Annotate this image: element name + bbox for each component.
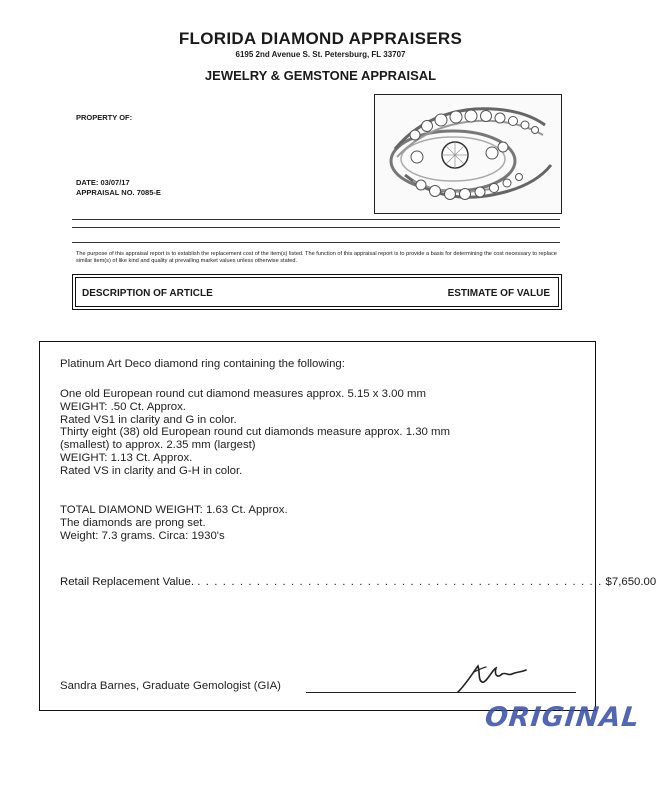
original-stamp: ORIGINAL xyxy=(483,702,642,733)
signature-line xyxy=(306,692,576,693)
signature-icon xyxy=(452,656,532,696)
detail-line: WEIGHT: 1.13 Ct. Approx. xyxy=(60,451,193,464)
summary-line: The diamonds are prong set. xyxy=(60,516,206,529)
detail-line: Rated VS1 in clarity and G in color. xyxy=(60,413,237,426)
appraisal-number-label: APPRAISAL NO. xyxy=(76,188,135,197)
purpose-statement: The purpose of this appraisal report is to establish the replacement cost of the item(s) listed. The function of this appraisal report is to provide a basis for determining the cost necessary to replace similar item(s) of like kind and quality at prevailing market values unless otherwise stated. xyxy=(76,251,557,265)
description-intro: Platinum Art Deco diamond ring containing the following: xyxy=(60,358,345,370)
detail-line: One old European round cut diamond measures approx. 5.15 x 3.00 mm xyxy=(60,388,426,400)
detail-line: Thirty eight (38) old European round cut diamonds measure approx. 1.30 mm xyxy=(60,426,451,439)
description-header-inner xyxy=(75,277,559,307)
description-header: DESCRIPTION OF ARTICLE xyxy=(82,288,213,299)
company-name: FLORIDA DIAMOND APPRAISERS xyxy=(178,29,463,48)
summary-line: TOTAL DIAMOND WEIGHT: 1.63 Ct. Approx. xyxy=(60,504,288,516)
rule-3 xyxy=(72,242,560,243)
retail-value-amount: $7,650.00 xyxy=(605,576,656,588)
rule-2 xyxy=(72,227,560,228)
detail-line: (smallest) to approx. 2.35 mm (largest) xyxy=(60,439,256,452)
description-box xyxy=(39,341,656,711)
estimate-header: ESTIMATE OF VALUE xyxy=(447,288,550,299)
diamond-ring-photo xyxy=(374,94,562,214)
retail-value-leader: . . . . . . . . . . . . . . . . . . . . . . . . . . . . . . . . . . . . . . . . . . . . . . . . xyxy=(197,576,603,588)
detail-line: WEIGHT: .50 Ct. Approx. xyxy=(60,400,186,413)
appraisal-number-value: 7085-E xyxy=(136,188,161,197)
summary-details xyxy=(60,504,288,542)
diamond-ring-photo-icon xyxy=(375,95,561,213)
date-label: DATE: xyxy=(76,178,99,187)
rule-1 xyxy=(72,219,560,220)
date-row xyxy=(76,178,130,187)
retail-value-label: Retail Replacement Value. xyxy=(60,576,195,588)
description-header-box xyxy=(72,274,562,310)
appraisal-number-row xyxy=(76,188,161,197)
document-title: JEWELRY & GEMSTONE APPRAISAL xyxy=(204,68,437,83)
appraiser-name: Sandra Barnes, Graduate Gemologist (GIA) xyxy=(60,680,281,692)
detail-line: Rated VS in clarity and G-H in color. xyxy=(60,464,243,477)
company-address: 6195 2nd Avenue S. St. Petersburg, FL 33707 xyxy=(235,50,406,59)
date-value: 03/07/17 xyxy=(100,178,130,187)
retail-value-row xyxy=(60,576,656,588)
stone-details xyxy=(60,388,450,478)
property-of-label: PROPERTY OF: xyxy=(76,113,133,122)
summary-line: Weight: 7.3 grams. Circa: 1930's xyxy=(60,529,225,542)
